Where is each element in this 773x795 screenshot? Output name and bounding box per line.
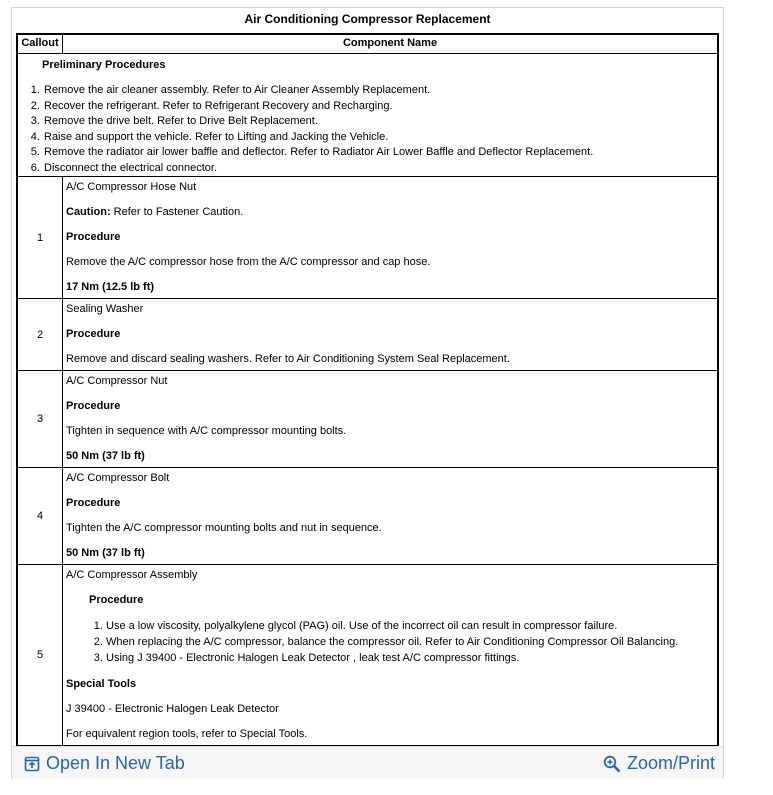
caution-label: Caution: [66, 206, 111, 218]
component-name-column-header: Component Name [63, 34, 719, 54]
open-in-new-tab-label: Open In New Tab [46, 753, 185, 773]
document-frame [11, 7, 724, 779]
callout-number: 2 [17, 299, 63, 371]
special-tool-item: J 39400 - Electronic Halogen Leak Detector [66, 703, 279, 715]
component-name: A/C Compressor Hose Nut [66, 181, 197, 193]
component-name: A/C Compressor Nut [66, 375, 168, 387]
preliminary-cell [17, 54, 718, 177]
procedure-heading: Procedure [66, 497, 121, 509]
document-title: Air Conditioning Compressor Replacement [244, 12, 491, 26]
procedure-heading: Procedure [66, 328, 121, 340]
procedure-steps [66, 618, 714, 666]
procedure-heading: Procedure [66, 400, 121, 412]
component-cell [63, 299, 719, 371]
component-name: Sealing Washer [66, 303, 144, 315]
procedure-heading: Procedure [89, 594, 144, 606]
zoom-print-label: Zoom/Print [626, 753, 715, 773]
special-tools-note: For equivalent region tools, refer to Special Tools. [66, 728, 308, 740]
procedure-heading: Procedure [66, 231, 121, 243]
component-name: A/C Compressor Bolt [66, 472, 170, 484]
component-cell [63, 177, 719, 299]
zoom-print-link[interactable] [603, 753, 715, 774]
open-in-new-tab-link[interactable] [24, 753, 185, 774]
component-name: A/C Compressor Assembly [66, 569, 198, 581]
torque-spec: 17 Nm (12.5 lb ft) [66, 281, 155, 293]
procedure-step: 1. Use a low viscosity, polyalkylene glycol (PAG) oil. Use of the incorrect oil can result in compressor failure. [106, 618, 714, 634]
preliminary-step: 1. Remove the air cleaner assembly. Refer to Air Cleaner Assembly Replacement. [43, 83, 711, 99]
preliminary-heading: Preliminary Procedures [42, 59, 166, 71]
zoom-icon [603, 755, 621, 773]
preliminary-step: 3. Remove the drive belt. Refer to Drive Belt Replacement. [43, 114, 711, 130]
procedure-text: Tighten in sequence with A/C compressor mounting bolts. [66, 425, 347, 437]
preliminary-step: 5. Remove the radiator air lower baffle and deflector. Refer to Radiator Air Lower Baffle and Deflector Replacement. [43, 145, 711, 161]
procedure-step: 2. When replacing the A/C compressor, balance the compressor oil. Refer to Air Conditioning Compressor Oil Balancing. [106, 634, 714, 650]
callout-number: 5 [17, 565, 63, 747]
preliminary-step: 2. Recover the refrigerant. Refer to Refrigerant Recovery and Recharging. [43, 99, 711, 115]
torque-spec: 50 Nm (37 lb ft) [66, 547, 145, 559]
table-row [17, 177, 718, 299]
open-in-new-tab-icon [24, 756, 40, 772]
callout-number: 3 [17, 371, 63, 468]
callout-number: 4 [17, 468, 63, 565]
callout-number: 1 [17, 177, 63, 299]
preliminary-row [17, 54, 718, 177]
preliminary-steps [27, 83, 711, 176]
table-row [17, 565, 718, 747]
procedure-table [16, 33, 719, 747]
component-cell [63, 565, 719, 747]
procedure-text: Remove the A/C compressor hose from the A/C compressor and cap hose. [66, 256, 431, 268]
special-tools-heading: Special Tools [66, 678, 137, 690]
table-header-row [17, 34, 718, 54]
procedure-step: 3. Using J 39400 - Electronic Halogen Leak Detector , leak test A/C compressor fittings. [106, 650, 714, 666]
component-cell [63, 468, 719, 565]
callout-column-header: Callout [17, 34, 63, 54]
torque-spec: 50 Nm (37 lb ft) [66, 450, 145, 462]
procedure-text: Remove and discard sealing washers. Refer to Air Conditioning System Seal Replacement. [66, 353, 510, 365]
preliminary-step: 6. Disconnect the electrical connector. [43, 161, 711, 177]
table-row [17, 371, 718, 468]
component-cell [63, 371, 719, 468]
procedure-text: Tighten the A/C compressor mounting bolts and nut in sequence. [66, 522, 382, 534]
caution-note [66, 205, 714, 219]
footer-bar [12, 746, 723, 779]
table-row [17, 468, 718, 565]
caution-text: Refer to Fastener Caution. [110, 206, 244, 218]
table-row [17, 299, 718, 371]
preliminary-step: 4. Raise and support the vehicle. Refer to Lifting and Jacking the Vehicle. [43, 130, 711, 146]
